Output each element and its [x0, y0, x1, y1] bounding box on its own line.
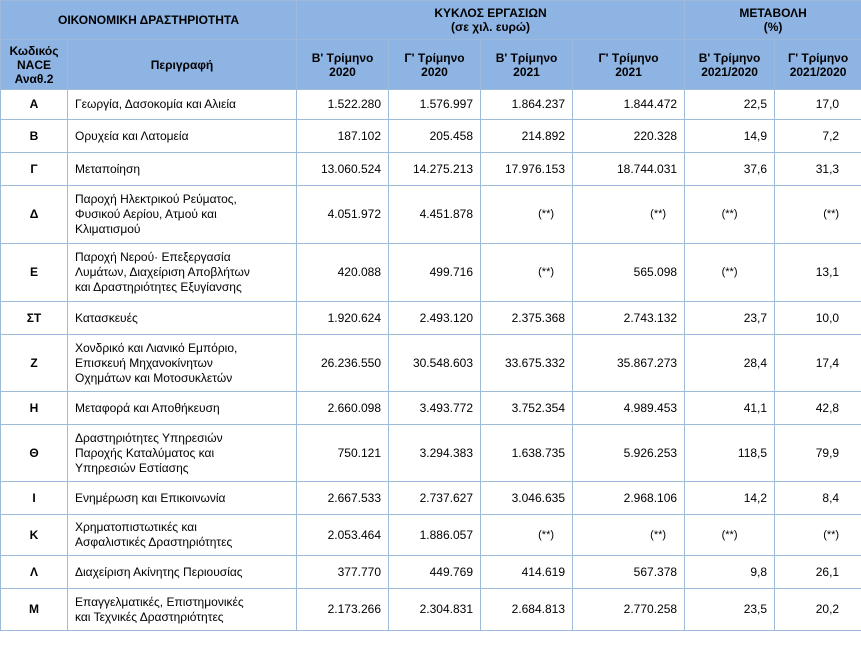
table-row	[1, 120, 861, 153]
change-value: 7,2	[775, 120, 861, 153]
nace-code: Μ	[1, 589, 68, 631]
change-value: 14,2	[685, 482, 775, 515]
turnover-value: 2.684.813	[481, 589, 573, 631]
change-value: (**)	[685, 186, 775, 244]
nace-code: Β	[1, 120, 68, 153]
change-value: 9,8	[685, 556, 775, 589]
turnover-value: 2.770.258	[573, 589, 685, 631]
nace-code: Γ	[1, 153, 68, 186]
activity-description: Μεταποίηση	[68, 153, 297, 186]
turnover-value: 30.548.603	[389, 335, 481, 392]
turnover-value: 2.493.120	[389, 302, 481, 335]
change-value: 41,1	[685, 392, 775, 425]
change-q3-header: Γ' Τρίμηνο 2021/2020	[775, 40, 861, 90]
turnover-value: 2.737.627	[389, 482, 481, 515]
change-value: 14,9	[685, 120, 775, 153]
change-value: 10,0	[775, 302, 861, 335]
turnover-value: (**)	[573, 186, 685, 244]
turnover-value: (**)	[573, 515, 685, 556]
turnover-value: 2.173.266	[297, 589, 389, 631]
q3-2020-header: Γ' Τρίμηνο 2020	[389, 40, 481, 90]
nace-code: Η	[1, 392, 68, 425]
turnover-value: 1.522.280	[297, 90, 389, 120]
turnover-value: 1.920.624	[297, 302, 389, 335]
activity-description: Παροχή Ηλεκτρικού Ρεύματος, Φυσικού Αερίου, Ατμού και Κλιματισμού	[68, 186, 297, 244]
nace-code: Ζ	[1, 335, 68, 392]
change-value: 23,5	[685, 589, 775, 631]
change-value: 37,6	[685, 153, 775, 186]
header-row-sub	[1, 40, 861, 90]
turnover-value: 26.236.550	[297, 335, 389, 392]
activity-header: ΟΙΚΟΝΟΜΙΚΗ ΔΡΑΣΤΗΡΙΟΤΗΤΑ	[1, 1, 297, 40]
turnover-value: 187.102	[297, 120, 389, 153]
turnover-value: 2.375.368	[481, 302, 573, 335]
change-value: 118,5	[685, 425, 775, 482]
change-value: 17,0	[775, 90, 861, 120]
change-value: 8,4	[775, 482, 861, 515]
nace-code: Α	[1, 90, 68, 120]
change-value: 79,9	[775, 425, 861, 482]
code-header: Κωδικός NACE Αναθ.2	[1, 40, 68, 90]
activity-description: Κατασκευές	[68, 302, 297, 335]
activity-description: Ενημέρωση και Επικοινωνία	[68, 482, 297, 515]
description-header: Περιγραφή	[68, 40, 297, 90]
turnover-header: ΚΥΚΛΟΣ ΕΡΓΑΣΙΩΝ (σε χιλ. ευρώ)	[297, 1, 685, 40]
nace-code: Ι	[1, 482, 68, 515]
activity-description: Χονδρικό και Λιανικό Εμπόριο, Επισκευή Μηχανοκίνητων Οχημάτων και Μοτοσυκλετών	[68, 335, 297, 392]
activity-description: Παροχή Νερού· Επεξεργασία Λυμάτων, Διαχείριση Αποβλήτων και Δραστηριότητες Εξυγίανσης	[68, 244, 297, 302]
turnover-value: 1.886.057	[389, 515, 481, 556]
activity-description: Ορυχεία και Λατομεία	[68, 120, 297, 153]
table-row	[1, 589, 861, 631]
q2-2020-header: Β' Τρίμηνο 2020	[297, 40, 389, 90]
nace-code: ΣΤ	[1, 302, 68, 335]
table-row	[1, 482, 861, 515]
turnover-value: (**)	[481, 244, 573, 302]
turnover-value: 2.667.533	[297, 482, 389, 515]
turnover-value: 1.864.237	[481, 90, 573, 120]
turnover-value: 33.675.332	[481, 335, 573, 392]
turnover-value: 205.458	[389, 120, 481, 153]
turnover-value: 2.968.106	[573, 482, 685, 515]
turnover-value: 414.619	[481, 556, 573, 589]
change-header: ΜΕΤΑΒΟΛΗ (%)	[685, 1, 861, 40]
turnover-value: (**)	[481, 515, 573, 556]
turnover-value: (**)	[481, 186, 573, 244]
turnover-value: 18.744.031	[573, 153, 685, 186]
change-value: 23,7	[685, 302, 775, 335]
activity-description: Διαχείριση Ακίνητης Περιουσίας	[68, 556, 297, 589]
change-value: (**)	[685, 244, 775, 302]
change-value: 26,1	[775, 556, 861, 589]
turnover-value: 2.743.132	[573, 302, 685, 335]
nace-code: Θ	[1, 425, 68, 482]
change-value: 31,3	[775, 153, 861, 186]
turnover-value: 3.493.772	[389, 392, 481, 425]
change-value: 17,4	[775, 335, 861, 392]
activity-description: Γεωργία, Δασοκομία και Αλιεία	[68, 90, 297, 120]
change-value: 20,2	[775, 589, 861, 631]
activity-description: Μεταφορά και Αποθήκευση	[68, 392, 297, 425]
change-value: 42,8	[775, 392, 861, 425]
turnover-value: 2.304.831	[389, 589, 481, 631]
turnover-value: 1.638.735	[481, 425, 573, 482]
q3-2021-header: Γ' Τρίμηνο 2021	[573, 40, 685, 90]
turnover-value: 17.976.153	[481, 153, 573, 186]
turnover-value: 4.051.972	[297, 186, 389, 244]
change-value: 28,4	[685, 335, 775, 392]
turnover-value: 499.716	[389, 244, 481, 302]
change-value: (**)	[685, 515, 775, 556]
turnover-value: 2.053.464	[297, 515, 389, 556]
nace-code: Κ	[1, 515, 68, 556]
table-row	[1, 392, 861, 425]
turnover-value: 3.294.383	[389, 425, 481, 482]
turnover-value: 13.060.524	[297, 153, 389, 186]
activity-description: Επαγγελματικές, Επιστημονικές και Τεχνικές Δραστηριότητες	[68, 589, 297, 631]
table-row	[1, 90, 861, 120]
nace-code: Δ	[1, 186, 68, 244]
turnover-value: 14.275.213	[389, 153, 481, 186]
table-row	[1, 515, 861, 556]
activity-description: Χρηματοπιστωτικές και Ασφαλιστικές Δραστηριότητες	[68, 515, 297, 556]
q2-2021-header: Β' Τρίμηνο 2021	[481, 40, 573, 90]
turnover-value: 1.844.472	[573, 90, 685, 120]
turnover-value: 220.328	[573, 120, 685, 153]
turnover-value: 750.121	[297, 425, 389, 482]
change-value: (**)	[775, 186, 861, 244]
change-q2-header: Β' Τρίμηνο 2021/2020	[685, 40, 775, 90]
turnover-value: 3.752.354	[481, 392, 573, 425]
table-row	[1, 556, 861, 589]
turnover-value: 5.926.253	[573, 425, 685, 482]
change-value: 13,1	[775, 244, 861, 302]
table-row	[1, 302, 861, 335]
turnover-value: 2.660.098	[297, 392, 389, 425]
turnover-value: 214.892	[481, 120, 573, 153]
nace-code: Λ	[1, 556, 68, 589]
turnover-value: 35.867.273	[573, 335, 685, 392]
table-row	[1, 335, 861, 392]
nace-code: Ε	[1, 244, 68, 302]
turnover-value: 1.576.997	[389, 90, 481, 120]
turnover-value: 567.378	[573, 556, 685, 589]
turnover-value: 565.098	[573, 244, 685, 302]
change-value: 22,5	[685, 90, 775, 120]
turnover-value: 449.769	[389, 556, 481, 589]
turnover-value: 3.046.635	[481, 482, 573, 515]
turnover-value: 420.088	[297, 244, 389, 302]
table-row	[1, 153, 861, 186]
header-row-top	[1, 1, 861, 40]
table-row	[1, 244, 861, 302]
table-row	[1, 186, 861, 244]
turnover-value: 4.989.453	[573, 392, 685, 425]
turnover-value: 377.770	[297, 556, 389, 589]
change-value: (**)	[775, 515, 861, 556]
activity-description: Δραστηριότητες Υπηρεσιών Παροχής Καταλύματος και Υπηρεσιών Εστίασης	[68, 425, 297, 482]
table-row	[1, 425, 861, 482]
turnover-value: 4.451.878	[389, 186, 481, 244]
